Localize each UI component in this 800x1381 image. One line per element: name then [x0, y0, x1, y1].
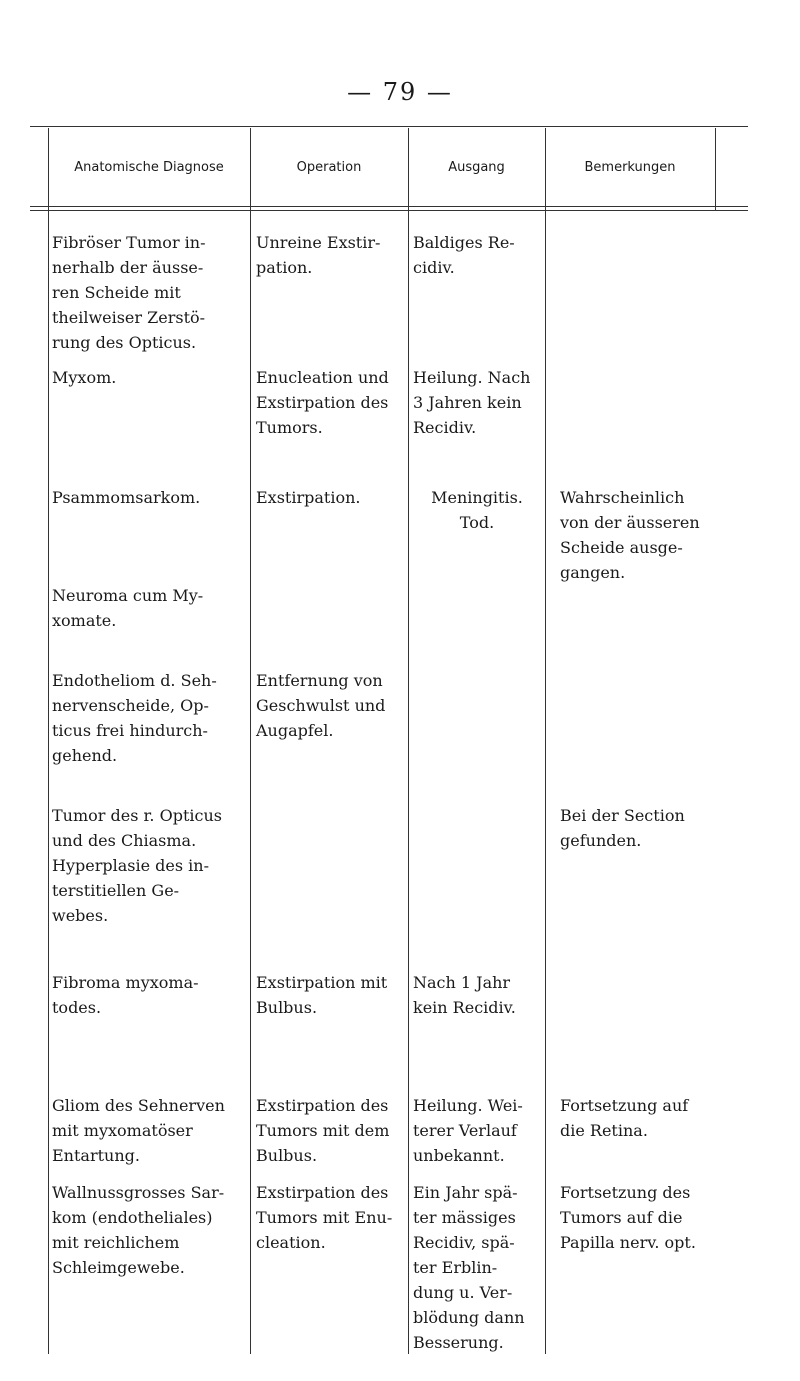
cell-line: Fibroma myxoma-	[52, 973, 199, 992]
cell-line: Wallnussgrosses Sar-	[52, 1183, 225, 1202]
cell-line: nervenscheide, Op-	[52, 696, 209, 715]
cell-line: Augapfel.	[256, 721, 334, 740]
cell-line: gehend.	[52, 746, 118, 765]
cell-line: blödung dann	[413, 1308, 525, 1327]
cell-line: Tod.	[459, 513, 495, 532]
cell-line: Fortsetzung des	[560, 1183, 691, 1202]
cell-line: Bulbus.	[256, 1146, 318, 1165]
cell-diagnose-row-1	[52, 230, 246, 355]
cell-line: Exstirpation mit	[256, 973, 388, 992]
cell-diagnose-row-4	[52, 583, 246, 633]
cell-ausgang-row-8	[413, 1093, 541, 1168]
cell-line: Entfernung von	[256, 671, 383, 690]
cell-ausgang-row-7	[413, 970, 541, 1020]
cell-line: gangen.	[560, 563, 626, 582]
column-divider-3	[408, 128, 409, 1354]
cell-line: Exstirpation des	[256, 393, 389, 412]
cell-line: Tumor des r. Opticus	[52, 806, 222, 825]
cell-line: nerhalb der äusse-	[52, 258, 204, 277]
cell-line: cidiv.	[413, 258, 455, 277]
page-number: — 79 —	[347, 78, 453, 106]
cell-bemerkungen-row-9	[560, 1180, 710, 1255]
cell-line: Hyperplasie des in-	[52, 856, 209, 875]
cell-ausgang-row-1	[413, 230, 541, 280]
column-divider-1	[48, 128, 49, 1354]
table-top-rule	[30, 126, 748, 127]
cell-diagnose-row-8	[52, 1093, 246, 1168]
cell-line: Endotheliom d. Seh-	[52, 671, 217, 690]
cell-line: Geschwulst und	[256, 696, 386, 715]
cell-line: mit myxomatöser	[52, 1121, 193, 1140]
cell-line: die Retina.	[560, 1121, 648, 1140]
cell-ausgang-row-3	[413, 485, 541, 535]
cell-operation-row-9	[256, 1180, 404, 1255]
cell-line: Wahrscheinlich	[560, 488, 685, 507]
cell-line: 3 Jahren kein	[413, 393, 522, 412]
column-divider-4	[545, 128, 546, 1354]
cell-line: Tumors mit dem	[256, 1121, 390, 1140]
cell-line: terer Verlauf	[413, 1121, 517, 1140]
cell-line: von der äusseren	[560, 513, 700, 532]
cell-line: ter mässiges	[413, 1208, 516, 1227]
cell-operation-row-8	[256, 1093, 404, 1168]
header-bottom-rule	[30, 206, 748, 207]
cell-diagnose-row-6	[52, 803, 246, 928]
cell-line: Myxom.	[52, 368, 117, 387]
cell-diagnose-row-2	[52, 365, 246, 390]
cell-line: Gliom des Sehnerven	[52, 1096, 225, 1115]
cell-line: webes.	[52, 906, 109, 925]
cell-diagnose-row-3	[52, 485, 246, 510]
header-anatomische-diagnose: Anatomische Diagnose	[74, 160, 224, 175]
cell-operation-row-2	[256, 365, 404, 440]
cell-line: ticus frei hindurch-	[52, 721, 208, 740]
cell-line: Enucleation und	[256, 368, 389, 387]
cell-ausgang-row-2	[413, 365, 541, 440]
column-divider-2	[250, 128, 251, 1354]
cell-line: Tumors auf die	[560, 1208, 683, 1227]
cell-line: kom (endotheliales)	[52, 1208, 213, 1227]
cell-line: Heilung. Nach	[413, 368, 531, 387]
cell-line: Recidiv, spä-	[413, 1233, 515, 1252]
cell-diagnose-row-5	[52, 668, 246, 768]
cell-line: Meningitis.	[431, 488, 523, 507]
cell-line: Nach 1 Jahr	[413, 973, 511, 992]
cell-line: rung des Opticus.	[52, 333, 197, 352]
cell-line: Bulbus.	[256, 998, 318, 1017]
cell-line: ter Erblin-	[413, 1258, 498, 1277]
cell-line: Heilung. Wei-	[413, 1096, 523, 1115]
cell-line: Papilla nerv. opt.	[560, 1233, 696, 1252]
cell-diagnose-row-7	[52, 970, 246, 1020]
cell-line: pation.	[256, 258, 313, 277]
cell-line: Fortsetzung auf	[560, 1096, 689, 1115]
cell-line: und des Chiasma.	[52, 831, 197, 850]
cell-bemerkungen-row-6	[560, 803, 710, 853]
cell-line: todes.	[52, 998, 102, 1017]
header-bemerkungen: Bemerkungen	[584, 160, 676, 175]
cell-line: Bei der Section	[560, 806, 685, 825]
cell-line: cleation.	[256, 1233, 326, 1252]
cell-line: Psammomsarkom.	[52, 488, 201, 507]
cell-diagnose-row-9	[52, 1180, 246, 1280]
cell-line: Baldiges Re-	[413, 233, 515, 252]
cell-line: Schleimgewebe.	[52, 1258, 185, 1277]
cell-line: Tumors mit Enu-	[256, 1208, 393, 1227]
header-ausgang: Ausgang	[448, 160, 505, 175]
cell-line: theilweiser Zerstö-	[52, 308, 206, 327]
cell-line: Neuroma cum My-	[52, 586, 204, 605]
cell-line: Exstirpation.	[256, 488, 361, 507]
cell-line: Tumors.	[256, 418, 323, 437]
cell-bemerkungen-row-8	[560, 1093, 710, 1143]
cell-line: Unreine Exstir-	[256, 233, 381, 252]
cell-line: Scheide ausge-	[560, 538, 683, 557]
cell-line: Exstirpation des	[256, 1183, 389, 1202]
cell-operation-row-1	[256, 230, 404, 280]
column-divider-5	[715, 128, 716, 210]
cell-operation-row-7	[256, 970, 404, 1020]
header-operation: Operation	[296, 160, 362, 175]
cell-line: ren Scheide mit	[52, 283, 181, 302]
cell-line: Entartung.	[52, 1146, 140, 1165]
cell-line: Besserung.	[413, 1333, 504, 1352]
cell-line: Fibröser Tumor in-	[52, 233, 206, 252]
cell-ausgang-row-9	[413, 1180, 541, 1355]
cell-line: dung u. Ver-	[413, 1283, 513, 1302]
cell-line: mit reichlichem	[52, 1233, 180, 1252]
cell-line: xomate.	[52, 611, 117, 630]
cell-line: gefunden.	[560, 831, 642, 850]
cell-line: Recidiv.	[413, 418, 477, 437]
cell-line: Ein Jahr spä-	[413, 1183, 518, 1202]
cell-line: unbekannt.	[413, 1146, 505, 1165]
cell-operation-row-5	[256, 668, 404, 743]
cell-line: Exstirpation des	[256, 1096, 389, 1115]
cell-operation-row-3	[256, 485, 404, 510]
cell-bemerkungen-row-3	[560, 485, 710, 585]
header-bottom-rule-double	[30, 210, 748, 211]
cell-line: terstitiellen Ge-	[52, 881, 180, 900]
cell-line: kein Recidiv.	[413, 998, 516, 1017]
